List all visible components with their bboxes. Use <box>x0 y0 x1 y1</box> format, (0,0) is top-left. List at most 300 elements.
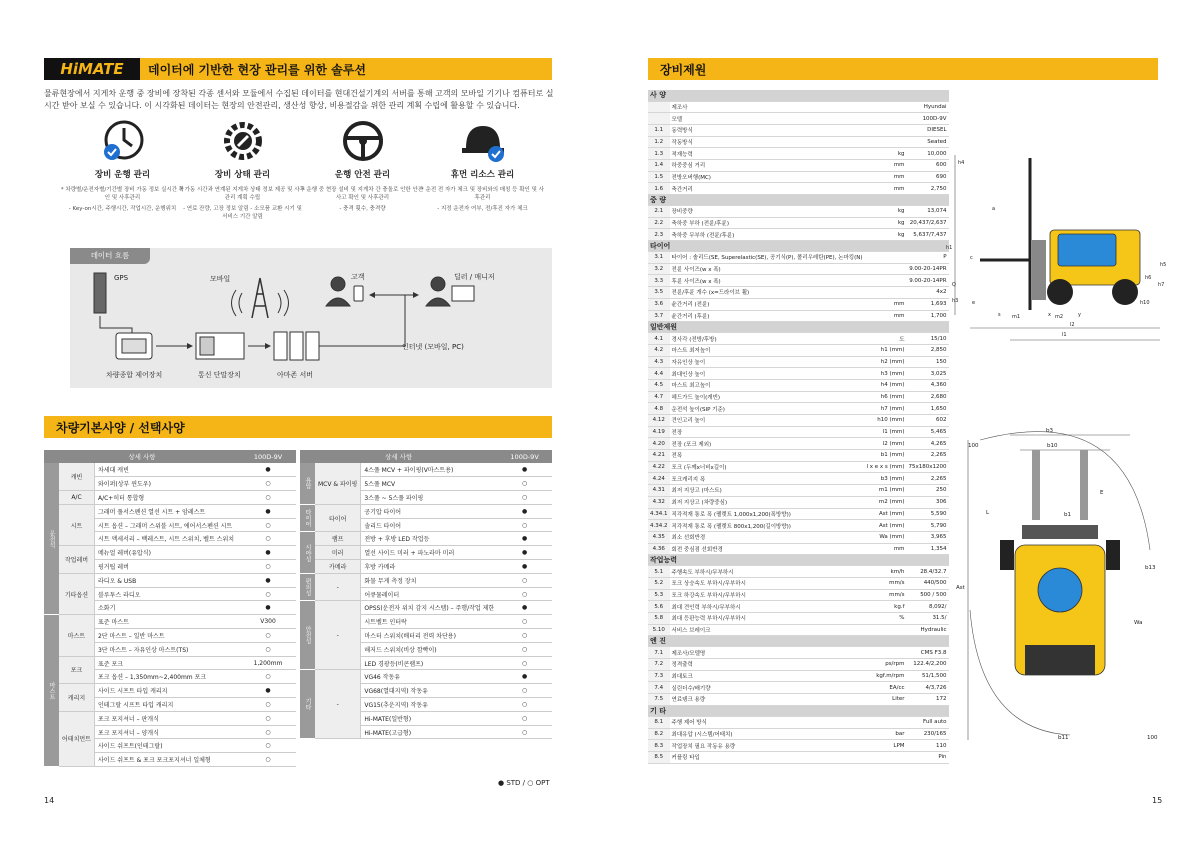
option-value: ○ <box>497 477 552 491</box>
option-detail: LED 경광등(비콘램프) <box>361 656 497 670</box>
spec-unit: mm <box>864 310 906 322</box>
subgroup-label: 어태치먼트 <box>59 711 94 766</box>
option-value: ● <box>497 504 552 518</box>
option-detail: 공기압 타이어 <box>361 504 497 518</box>
side-dim-label: s <box>998 312 1001 318</box>
spec-value: 250 <box>907 485 949 497</box>
spec-unit <box>864 624 906 636</box>
spec-unit: 도 <box>864 333 906 345</box>
spec-unit <box>864 263 906 275</box>
spec-value: 3,025 <box>907 368 949 380</box>
side-dim-label: Q <box>952 282 956 288</box>
option-detail: 열선 사이드 미러 + 파노라마 미러 <box>361 546 497 560</box>
spec-row <box>648 379 949 391</box>
option-value: ● <box>240 504 296 518</box>
spec-unit <box>864 136 906 148</box>
side-dim-label: a <box>992 206 996 212</box>
spec-no: 1.4 <box>648 159 670 171</box>
spec-section-title: 중 량 <box>648 195 949 206</box>
spec-no: 8.1 <box>648 716 670 728</box>
feature-3 <box>300 118 425 213</box>
spec-row <box>648 333 949 345</box>
clock-check-icon <box>98 118 148 164</box>
spec-no: 4.34.1 <box>648 508 670 520</box>
table-row <box>300 670 552 684</box>
spec-row <box>648 263 949 275</box>
spec-row <box>648 310 949 322</box>
helmet-icon <box>458 118 508 164</box>
spec-row <box>648 508 949 520</box>
spec-value: P <box>907 252 949 264</box>
gear-wrench-icon <box>218 118 268 164</box>
spec-value: 9.00-20-14PR <box>907 275 949 287</box>
spec-item: 연료탱크 용량 <box>670 694 865 706</box>
spec-row <box>648 694 949 706</box>
spec-item: 주행속도 부하시/무부하시 <box>670 566 865 578</box>
side-dim-label: h6 <box>1145 275 1152 281</box>
option-value: ○ <box>240 642 296 656</box>
spec-item: 실린더수/배기량 <box>670 682 865 694</box>
option-value: ● <box>497 560 552 574</box>
feature-sub: - Key-on시간, 주행시간, 작업시간, 운행위치 <box>68 206 177 212</box>
spec-unit: Wa (mm) <box>864 531 906 543</box>
option-value: ○ <box>240 753 296 767</box>
spec-item: 작동방식 <box>670 136 865 148</box>
group-label: 타이어 <box>300 504 315 532</box>
steering-wheel-icon <box>338 118 388 164</box>
spec-value: 602 <box>907 415 949 427</box>
table-row <box>300 463 552 477</box>
spec-item: 커플링 타입 <box>670 751 865 763</box>
spec-unit: b1 (mm) <box>864 450 906 462</box>
feature-desc: * 차량별/운전자별/기간별 장비 가동 정보 실시간 확인 및 사후관리 <box>60 187 185 201</box>
intro-paragraph: 물류현장에서 지게차 운행 중 장비에 장착된 각종 센서와 모듈에서 수집된 데이터를 현대건설기계의 서버를 통해 고객의 모바일 기기나 컴퓨터로 실시간 받아 보실 수 있습니다. 이 시각화된 데이터는 현장의 안전관리, 생산성 향상, 비용절감을 위한 관리 계획 수립에 활용할 수 있습니다. <box>44 89 554 110</box>
spec-no: 4.8 <box>648 403 670 415</box>
spec-row <box>648 136 949 148</box>
spec-item: 최저 지상고 (차량중심) <box>670 496 865 508</box>
option-detail: VG15(추운지역) 작동유 <box>361 698 497 712</box>
spec-value: 4x2 <box>907 287 949 299</box>
spec-no: 2.1 <box>648 206 670 218</box>
spec-item: 제조사/모델명 <box>670 647 865 659</box>
spec-unit: mm <box>864 543 906 555</box>
option-detail: 후방 카메라 <box>361 560 497 574</box>
spec-unit: h1 (mm) <box>864 344 906 356</box>
option-detail: 시트 액세서리 – 백레스트, 시트 스위치, 벨트 스위치 <box>94 532 240 546</box>
side-dim-label: h10 <box>1140 300 1150 306</box>
table-row <box>44 656 296 670</box>
spec-item: 전륜/후륜 개수 (x=드라이브 휠) <box>670 287 865 299</box>
spec-value: 690 <box>907 171 949 183</box>
spec-value: Seated <box>907 136 949 148</box>
spec-value: 5,465 <box>907 426 949 438</box>
data-flow-diagram <box>70 248 552 388</box>
spec-row <box>648 113 949 125</box>
side-dim-label: h3 <box>952 298 959 304</box>
spec-row <box>648 344 949 356</box>
spec-unit: bar <box>864 728 906 740</box>
spec-value: 230/165 <box>907 728 949 740</box>
flow-gps-label: GPS <box>114 274 129 282</box>
spec-row <box>648 624 949 636</box>
option-detail: 인테그랄 시프트 타입 캐리지 <box>94 698 240 712</box>
spec-no: 3.5 <box>648 287 670 299</box>
option-detail: A/C+히터 통합형 <box>94 491 240 505</box>
spec-section-header <box>648 636 949 647</box>
spec-unit: h10 (mm) <box>864 415 906 427</box>
group-label: 시야성 <box>300 532 315 573</box>
spec-no: 4.36 <box>648 543 670 555</box>
spec-value: Hyundai <box>907 101 949 113</box>
option-detail: 5스풀 MCV <box>361 477 497 491</box>
spec-unit: h6 (mm) <box>864 391 906 403</box>
spec-item: 장비중량 <box>670 206 865 218</box>
spec-section-header <box>648 322 949 333</box>
data-flow-title: 데이터 흐름 <box>70 248 150 264</box>
spec-row <box>648 543 949 555</box>
option-detail: 라디오 & USB <box>94 573 240 587</box>
option-value: ○ <box>240 532 296 546</box>
top-dim-label: b13 <box>1145 565 1156 571</box>
option-detail: 3단 마스트 – 자유인상 마스트(TS) <box>94 642 240 656</box>
spec-item: 타이어 : 솔리드(SE, Superelastic(SE), 공기식(P), 폴리우레탄(PE), 논마킹(N) <box>670 252 865 264</box>
spec-item: 전장 <box>670 426 865 438</box>
option-detail: 와이퍼(상부 윈도우) <box>94 477 240 491</box>
spec-item: 포크캐리지 폭 <box>670 473 865 485</box>
spec-value: 5,790 <box>907 520 949 532</box>
option-value: ○ <box>497 642 552 656</box>
top-dim-label: b1 <box>1064 512 1071 518</box>
spec-item: 동력방식 <box>670 124 865 136</box>
spec-section-header <box>648 555 949 566</box>
spec-row <box>648 728 949 740</box>
spec-unit <box>864 113 906 125</box>
spec-row <box>648 577 949 589</box>
group-label: 운전석 <box>44 463 59 615</box>
spec-row <box>648 287 949 299</box>
spec-item: 자유인상 높이 <box>670 356 865 368</box>
spec-no: 5.8 <box>648 613 670 625</box>
spec-item: 축간거리 <box>670 183 865 195</box>
top-dim-label: Ast <box>956 585 965 591</box>
spec-section-title: 사 양 <box>648 90 949 101</box>
spec-no: 3.1 <box>648 252 670 264</box>
table2-header-detail: 상세 사항 <box>300 450 497 463</box>
spec-value: 1,693 <box>907 298 949 310</box>
spec-item: 포크 상승속도 부하시/무부하시 <box>670 577 865 589</box>
spec-value: 4,360 <box>907 379 949 391</box>
subgroup-label: 캐리지 <box>59 684 94 712</box>
side-dim-label: h1 <box>946 245 953 251</box>
spec-row <box>648 520 949 532</box>
spec-item: 회전 중심점 선회반경 <box>670 543 865 555</box>
spec-unit: Liter <box>864 694 906 706</box>
spec-unit: m1 (mm) <box>864 485 906 497</box>
table1-header-model: 100D-9V <box>240 450 296 463</box>
spec-item: 운전석 높이(SIP 기준) <box>670 403 865 415</box>
top-dim-label: L <box>986 510 990 516</box>
spec-unit: l1 (mm) <box>864 426 906 438</box>
spec-item: 서비스 브레이크 <box>670 624 865 636</box>
spec-row <box>648 356 949 368</box>
feature-2 <box>180 118 305 221</box>
spec-value: 306 <box>907 496 949 508</box>
spec-value: 440/500 <box>907 577 949 589</box>
option-value: ○ <box>497 573 552 587</box>
option-value: ○ <box>240 698 296 712</box>
spec-table <box>648 90 949 764</box>
spec-no: 4.22 <box>648 461 670 473</box>
option-value: ● <box>497 546 552 560</box>
spec-item: 최저 지상고 (마스트) <box>670 485 865 497</box>
spec-row <box>648 531 949 543</box>
subgroup-label: - <box>315 573 361 601</box>
feature-4 <box>420 118 545 213</box>
spec-unit: kg <box>864 206 906 218</box>
option-detail: 전방 + 후방 LED 작업등 <box>361 532 497 546</box>
spec-value: DIESEL <box>907 124 949 136</box>
spec-row <box>648 148 949 160</box>
table-row <box>44 491 296 505</box>
option-detail: 3스풀 ~ 5스풀 파이핑 <box>361 491 497 505</box>
option-detail: 시트벨트 인터락 <box>361 615 497 629</box>
spec-item: 작업장치 필요 작동유 용량 <box>670 740 865 752</box>
option-value: ○ <box>240 725 296 739</box>
side-dim-label: m1 <box>1012 314 1021 320</box>
table-row <box>44 573 296 587</box>
spec-no: 1.2 <box>648 136 670 148</box>
spec-item: 직각적재 통로 폭 (팰렛트 800x1,200(길이방향)) <box>670 520 865 532</box>
spec-no: 5.1 <box>648 566 670 578</box>
spec-row <box>648 101 949 113</box>
spec-unit: l2 (mm) <box>864 438 906 450</box>
spec-item: 전륜 사이즈(w x 폭) <box>670 263 865 275</box>
spec-row <box>648 183 949 195</box>
forklift-top-diagram <box>960 430 1160 740</box>
spec-item: 최대유압 (시스템/어태치) <box>670 728 865 740</box>
spec-item: 최소 선회반경 <box>670 531 865 543</box>
option-value: V300 <box>240 615 296 629</box>
spec-unit: mm <box>864 159 906 171</box>
side-dim-label: h7 <box>1158 282 1165 288</box>
spec-no: 4.3 <box>648 356 670 368</box>
spec-value: 1,700 <box>907 310 949 322</box>
spec-unit: Ast (mm) <box>864 520 906 532</box>
feature-title: 장비 상태 관리 <box>214 170 271 180</box>
option-value: ○ <box>497 491 552 505</box>
spec-item: 헤드가드 높이(캐빈) <box>670 391 865 403</box>
spec-item: 최대인상 높이 <box>670 368 865 380</box>
option-detail: 표준 마스트 <box>94 615 240 629</box>
flow-internet-label: 인터넷 (모바일, PC) <box>402 343 464 351</box>
subgroup-label: - <box>315 601 361 670</box>
spec-no: 4.1 <box>648 333 670 345</box>
feature-desc: * 운전 전 자가 체크 및 장비와의 매칭 등 확인 및 사후관리 <box>421 187 544 201</box>
spec-no: 8.5 <box>648 751 670 763</box>
spec-unit <box>864 716 906 728</box>
spec-unit: ps/rpm <box>864 659 906 671</box>
option-detail: 화물 무게 측정 장치 <box>361 573 497 587</box>
spec-row <box>648 415 949 427</box>
feature-title: 장비 운행 관리 <box>94 170 151 180</box>
option-value: ● <box>240 546 296 560</box>
option-detail: 핑거팁 레버 <box>94 560 240 574</box>
top-dim-label: Wa <box>1134 620 1143 626</box>
spec-unit: km/h <box>864 566 906 578</box>
spec-unit: h4 (mm) <box>864 379 906 391</box>
option-detail: 포크 옵션 – 1,350mm~2,400mm 포크 <box>94 670 240 684</box>
spec-row <box>648 751 949 763</box>
spec-value: 10,000 <box>907 148 949 160</box>
spec-no: 4.5 <box>648 379 670 391</box>
spec-no: 3.3 <box>648 275 670 287</box>
group-label: 안전성 <box>300 601 315 670</box>
subgroup-label: 작업레버 <box>59 546 94 574</box>
option-value: ○ <box>240 518 296 532</box>
spec-row <box>648 391 949 403</box>
feature-sub: - 충격 횟수, 충격량 <box>339 206 386 212</box>
spec-value: 4,265 <box>907 438 949 450</box>
spec-section-header <box>648 90 949 101</box>
options-banner <box>44 416 552 438</box>
side-dim-label: h4 <box>958 160 965 166</box>
spec-value: 15/10 <box>907 333 949 345</box>
spec-value: 100D-9V <box>907 113 949 125</box>
spec-unit: mm <box>864 298 906 310</box>
subgroup-label: 캐빈 <box>59 463 94 491</box>
option-detail: 솔리드 타이어 <box>361 518 497 532</box>
flow-customer-label: 고객 <box>351 273 365 281</box>
spec-row <box>648 485 949 497</box>
spec-row <box>648 682 949 694</box>
top-dim-label: b3 <box>1046 428 1053 434</box>
top-dim-label: 100 <box>1147 735 1158 741</box>
spec-row <box>648 298 949 310</box>
spec-item: 제조사 <box>670 101 865 113</box>
option-detail: 해저드 스위치(비상 깜빡이) <box>361 642 497 656</box>
table-row <box>44 684 296 698</box>
spec-row <box>648 368 949 380</box>
spec-no: 4.12 <box>648 415 670 427</box>
spec-value: 5,637/7,437 <box>907 229 949 241</box>
table-row <box>300 504 552 518</box>
side-dim-label: c <box>970 255 973 261</box>
spec-row <box>648 473 949 485</box>
spec-item: 전장 (포크 제외) <box>670 438 865 450</box>
tower-icon <box>252 278 268 318</box>
spec-no: 2.3 <box>648 229 670 241</box>
spec-unit: kgf.m/rpm <box>864 670 906 682</box>
spec-value: 110 <box>907 740 949 752</box>
spec-no: 4.34.2 <box>648 520 670 532</box>
feature-sub: - 지정 운전자 여부, 전/후진 자가 체크 <box>437 206 528 212</box>
spec-section-header <box>648 195 949 206</box>
spec-row <box>648 275 949 287</box>
spec-no: 5.3 <box>648 589 670 601</box>
option-value: ○ <box>497 684 552 698</box>
spec-value: CMS F3.8 <box>907 647 949 659</box>
option-detail: 소화기 <box>94 601 240 615</box>
spec-row <box>648 206 949 218</box>
spec-item: 포크 하강속도 부하시/무부하시 <box>670 589 865 601</box>
feature-sub: - 연료 잔량, 고장 정보 알림 - 소모품 교환 시기 및 서비스 기간 알림 <box>183 206 302 220</box>
page-number-right: 15 <box>1152 796 1163 805</box>
spec-row <box>648 438 949 450</box>
spec-unit: mm <box>864 171 906 183</box>
option-value: ○ <box>240 670 296 684</box>
spec-no: 1.6 <box>648 183 670 195</box>
spec-unit: m2 (mm) <box>864 496 906 508</box>
side-dim-label: y <box>1078 312 1081 318</box>
subgroup-label: MCV & 파이핑 <box>315 463 361 504</box>
spec-item: 적재능력 <box>670 148 865 160</box>
spec-item: 축하중 무부하 (전륜/후륜) <box>670 229 865 241</box>
option-value: ○ <box>497 698 552 712</box>
option-detail: 차세대 캐빈 <box>94 463 240 477</box>
option-value: ○ <box>497 615 552 629</box>
spec-no: 1.1 <box>648 124 670 136</box>
option-detail: VG68(열대지역) 작동유 <box>361 684 497 698</box>
spec-item: 최대 등판능력 부하시/무부하시 <box>670 613 865 625</box>
spec-row <box>648 670 949 682</box>
spec-value: 500 / 500 <box>907 589 949 601</box>
spec-value: Full auto <box>907 716 949 728</box>
subgroup-label: 시트 <box>59 504 94 545</box>
spec-value: 51/1,500 <box>907 670 949 682</box>
spec-value: 150 <box>907 356 949 368</box>
option-detail: 사이드 시프트 타입 캐리지 <box>94 684 240 698</box>
option-value: ○ <box>240 587 296 601</box>
spec-unit: kg <box>864 148 906 160</box>
spec-no: 5.2 <box>648 577 670 589</box>
spec-section-title: 엔 진 <box>648 636 949 647</box>
option-value: ○ <box>497 656 552 670</box>
spec-no: 4.19 <box>648 426 670 438</box>
option-value: ● <box>497 532 552 546</box>
spec-row <box>648 171 949 183</box>
option-value: ● <box>240 573 296 587</box>
spec-unit <box>864 275 906 287</box>
option-value: ● <box>240 463 296 477</box>
spec-no: 1.5 <box>648 171 670 183</box>
table-row <box>300 601 552 615</box>
feature-1 <box>60 118 185 213</box>
option-detail: 블루투스 라디오 <box>94 587 240 601</box>
server-icon <box>274 332 287 360</box>
spec-row <box>648 124 949 136</box>
spec-unit: LPM <box>864 740 906 752</box>
right-page <box>600 0 1200 849</box>
table-row <box>300 532 552 546</box>
spec-item: 윤간거리 (전륜) <box>670 298 865 310</box>
spec-row <box>648 740 949 752</box>
spec-no: 4.4 <box>648 368 670 380</box>
feature-desc: * 운행 중 현장 설비 및 지게차 간 충돌로 인한 안전 사고 확인 및 사후관리 <box>301 187 424 201</box>
flow-server-label: 아마존 서버 <box>277 371 314 379</box>
spec-item: 최대 견인력 부하시/무부하시 <box>670 601 865 613</box>
option-detail: OPSS(운전자 위치 감지 시스템) – 주행/작업 제한 <box>361 601 497 615</box>
spec-value: 600 <box>907 159 949 171</box>
spec-row <box>648 647 949 659</box>
spec-unit: mm <box>864 183 906 195</box>
spec-value: 1,354 <box>907 543 949 555</box>
spec-unit <box>864 751 906 763</box>
spec-row <box>648 159 949 171</box>
table-row <box>44 711 296 725</box>
option-value: ○ <box>497 587 552 601</box>
spec-value: Pin <box>907 751 949 763</box>
option-value: ○ <box>240 711 296 725</box>
